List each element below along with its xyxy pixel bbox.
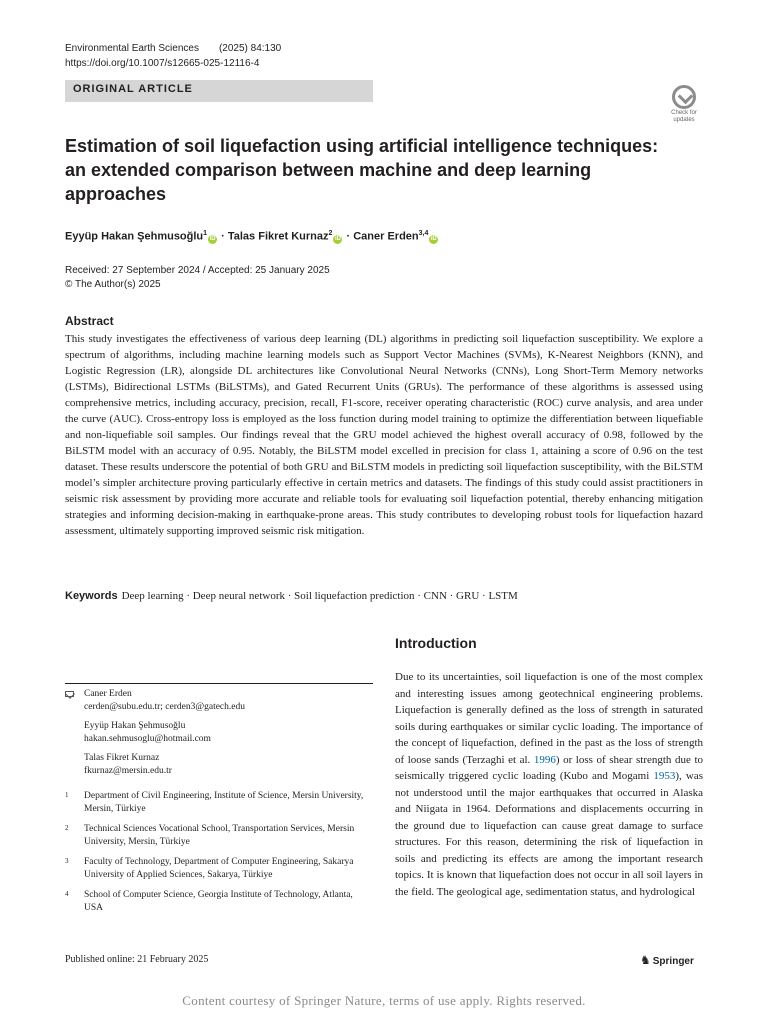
contact-entry <box>84 720 373 746</box>
springer-horse-icon: ♞ <box>640 953 651 967</box>
journal-volume: (2025) 84:130 <box>218 43 282 54</box>
intro-segment: ), was not understood until the major earthquakes that occurred in Alaska and Niigata in 1964. Deformations and displacements occurring in the ground due to liquefaction can cause great damage to surface structures. For this reason, determining the risk of liquefaction in soils and predicting its effects are among the important research topics. It is known that liquefaction does not occur in all soil layers in the field. The geological age, sedimentation status, and hydrological <box>395 770 703 898</box>
author-affil-ref: 1 <box>203 230 208 237</box>
citation-link[interactable]: 1953 <box>653 770 676 782</box>
article-title: Estimation of soil liquefaction using artificial intelligence techniques: an extended comparison between machine and deep learning approaches <box>65 136 659 204</box>
affiliation: 3 Faculty of Technology, Department of Computer Engineering, Sakarya University of Applied Sciences, Sakarya, Türkiye <box>65 857 354 880</box>
author-name[interactable]: Caner Erden <box>353 230 419 243</box>
contact-name: Eyyüp Hakan Şehmusoğlu <box>84 721 186 731</box>
author-name[interactable]: Eyyüp Hakan Şehmusoğlu <box>65 230 204 243</box>
author-affil-ref: 2 <box>328 230 333 237</box>
orcid-icon[interactable]: iD <box>430 235 437 242</box>
author-name[interactable]: Talas Fikret Kurnaz <box>227 230 329 243</box>
author-affil-ref: 3,4 <box>418 230 429 237</box>
citation-link[interactable]: 1996 <box>533 753 556 766</box>
affiliation: 4 School of Computer Science, Georgia Institute of Technology, Atlanta, USA <box>65 890 353 913</box>
keywords-label: Keywords <box>65 590 118 602</box>
affiliation: 1 Department of Civil Engineering, Institute of Science, Mersin University, Mersin, Türkiye <box>65 791 364 814</box>
article-dates <box>65 264 330 292</box>
keywords-list: Deep learning · Deep neural network · Soil liquefaction prediction · CNN · GRU · LSTM <box>121 590 518 602</box>
footnote-rule <box>65 683 373 684</box>
received-accepted: Received: 27 September 2024 / Accepted: 25 January 2025 <box>65 265 330 276</box>
contact-name: Talas Fikret Kurnaz <box>84 753 160 763</box>
orcid-icon[interactable]: iD <box>334 235 341 242</box>
check-updates-icon <box>672 85 696 109</box>
abstract-heading: Abstract <box>65 314 114 328</box>
author-list: Eyyüp Hakan Şehmusoğlu$^1$iD · Talas Fikret Kurnaz$^2$iD · Caner Erden$^{3,4}$iD <box>65 230 437 243</box>
courtesy-notice: Content courtesy of Springer Nature, terms of use apply. Rights reserved. <box>182 993 586 1008</box>
contact-entry <box>84 688 373 714</box>
intro-segment: Due to its uncertainties, soil liquefaction is one of the most complex and interesting issues among geotechnical engineering problems. Liquefaction is generally defined as the loss of strength in saturated soils during earthquakes or similar cyclic loading. The importance of the concept of liquefaction, defined in the past as the loss of strength of loose sands (Terzaghi et al. <box>395 671 703 766</box>
journal-name: Environmental Earth Sciences <box>65 43 199 54</box>
contact-name: Caner Erden <box>84 689 132 699</box>
keywords <box>65 590 518 602</box>
contact-email[interactable]: cerden@subu.edu.tr; cerden3@gatech.edu <box>84 702 245 712</box>
envelope-icon <box>65 691 74 697</box>
article-type-band <box>65 80 373 102</box>
correspondence-block <box>65 688 373 922</box>
copyright: © The Author(s) 2025 <box>65 279 161 290</box>
intro-segment: ) or loss of shear strength due to seismically triggered cyclic loading (Kubo and Mogami <box>395 753 703 782</box>
publisher-name: Springer <box>652 956 694 967</box>
check-for-updates-button[interactable] <box>664 85 704 123</box>
introduction-text <box>395 669 703 900</box>
affiliation: 2 Technical Sciences Vocational School, Transportation Services, Mersin University, Mersin, Türkiye <box>65 824 355 847</box>
orcid-icon[interactable]: iD <box>209 235 216 242</box>
contact-email[interactable]: fkurnaz@mersin.edu.tr <box>84 766 172 776</box>
contact-email[interactable]: hakan.sehmusoglu@hotmail.com <box>84 734 211 744</box>
check-updates-line1: Check for <box>671 110 697 116</box>
published-date: Published online: 21 February 2025 <box>65 954 209 965</box>
article-type-label: ORIGINAL ARTICLE <box>73 83 193 95</box>
check-updates-line2: updates <box>673 117 695 123</box>
abstract-text: This study investigates the effectiveness of various deep learning (DL) algorithms in predicting soil liquefaction susceptibility. We explore a spectrum of algorithms, including machine learning models such as Support Vector Machines (SVMs), K-Nearest Neighbors (KNN), and Logistic Regression (LR), alongside DL architectures like Convolutional Neural Networks (CNNs), Long Short-Term Memory networks (LSTMs), Bidirectional LSTMs (BiLSTMs), and Gated Recurrent Units (GRUs). The performance of these algorithms is assessed using comprehensive metrics, including accuracy, precision, recall, F1-score, receiver operating characteristic (ROC) curve analysis, and area under the curve (AUC). Cross-entropy loss is employed as the loss function during model training to optimize the differentiation between liquefiable and non-liquefiable soil samples. Our findings reveal that the GRU model achieved the highest overall accuracy of 0.98, followed by the BiLSTM model with an accuracy of 0.95. Notably, the BiLSTM model excelled in precision for class 1, attaining a score of 0.96 on the test dataset. These results underscore the potential of both GRU and BiLSTM models in predicting soil liquefaction susceptibility, with the BiLSTM model’s simpler architecture proving particularly effective in certain metrics and datasets. The findings of this study could assist practitioners in seismic risk assessment by providing more accurate and reliable tools for evaluating soil liquefaction potential, thereby enhancing mitigation strategies and informing decision-making in earthquake-prone areas. This study contributes to developing robust tools for liquefaction hazard assessment, ultimately supporting improved seismic risk mitigation. <box>65 333 703 537</box>
running-header <box>65 41 281 71</box>
introduction-heading: Introduction <box>395 635 477 651</box>
doi-link[interactable]: https://doi.org/10.1007/s12665-025-12116-4 <box>65 58 260 69</box>
contact-entry <box>84 752 373 778</box>
publisher-logo <box>640 953 694 967</box>
